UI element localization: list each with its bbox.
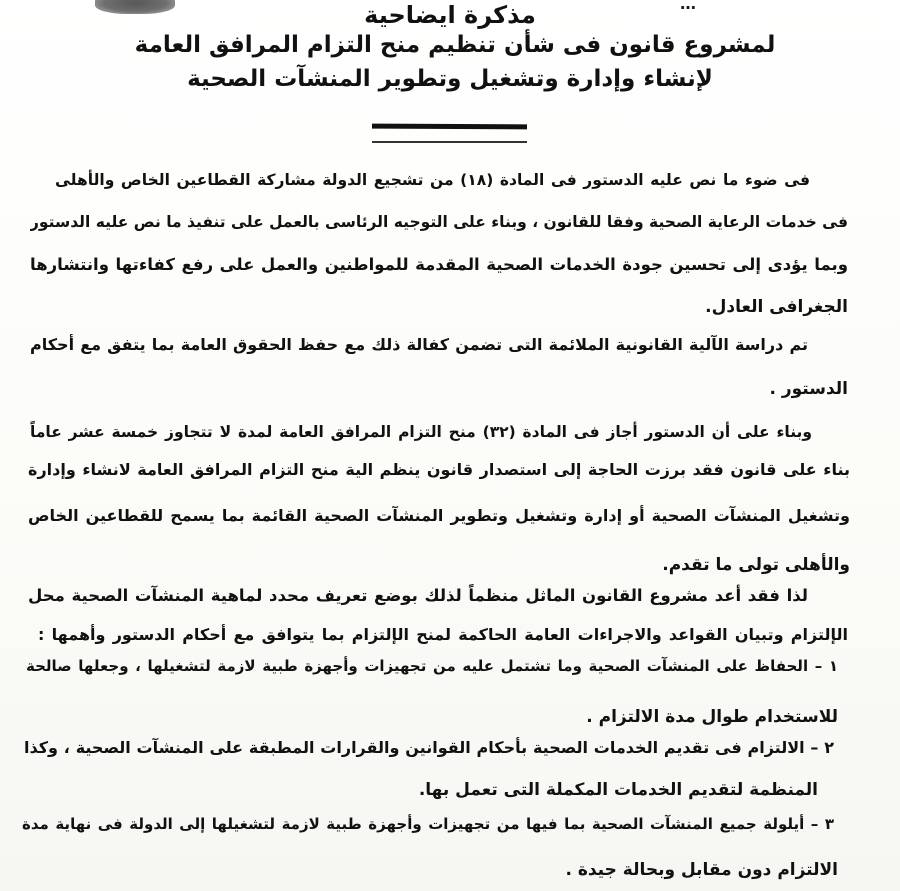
body-line: وبناء على أن الدستور أجاز فى المادة (٣٢) منح التزام المرافق العامة لمدة لا تتجاوز خمسة عشر عاماً (30, 423, 812, 441)
body-line: تم دراسة الآلية القانونية الملائمة التى تضمن كفالة ذلك مع حفظ الحقوق العامة بما يتفق مع أحكام (30, 335, 808, 354)
list-item-1-continued: للاستخدام طوال مدة الالتزام . (586, 707, 838, 727)
list-item-3-continued: الالتزام دون مقابل وبحالة جيدة . (565, 860, 838, 880)
document-subtitle-line-2: لإنشاء وإدارة وتشغيل وتطوير المنشآت الصحية (187, 66, 713, 92)
body-line: والأهلى تولى ما تقدم. (662, 555, 850, 575)
title-divider-thin (372, 141, 527, 143)
corner-mark: … (680, 0, 696, 13)
body-line: الدستور . (769, 379, 848, 399)
body-line: فى ضوء ما نص عليه الدستور فى المادة (١٨) من تشجيع الدولة مشاركة القطاعين الخاص والأهلى (55, 171, 810, 189)
body-line: فى خدمات الرعاية الصحية وفقا للقانون ، وبناء على التوجيه الرئاسى بالعمل على تنفيذ ما نص عليه الدستور (30, 213, 848, 231)
list-item-3: ٣ – أيلولة جميع المنشآت الصحية بما فيها من تجهيزات وأجهزة طبية لازمة لتشغيلها إلى الدولة فى نهاية مدة (22, 815, 834, 833)
list-item-1: ١ – الحفاظ على المنشآت الصحية وما تشتمل عليه من تجهيزات وأجهزة طبية لازمة لتشغيلها ، وجعلها صالحة (26, 657, 838, 675)
body-line: الإلتزام وتبيان القواعد والاجراءات العامة الحاكمة لمنح الإلتزام بما يتوافق مع أحكام الدستور وأهمها : (38, 625, 848, 644)
list-item-2: ٢ – الالتزام فى تقديم الخدمات الصحية بأحكام القوانين والقرارات المطبقة على المنشآت الصحية ، وكذا (24, 738, 834, 757)
document-title: مذكرة ايضاحية (364, 1, 536, 29)
body-line: وتشغيل المنشآت الصحية أو إدارة وتشغيل وتطوير المنشآت الصحية القائمة بما يسمح للقطاعين الخاص (28, 506, 850, 525)
document-subtitle-line-1: لمشروع قانون فى شأن تنظيم منح التزام المرافق العامة (134, 32, 776, 58)
body-line: بناء على قانون فقد برزت الحاجة إلى استصدار قانون ينظم الية منح التزام المرافق العامة لانشاء وإدارة (28, 460, 850, 479)
body-line: الجغرافى العادل. (705, 297, 848, 317)
body-line: وبما يؤدى إلى تحسين جودة الخدمات الصحية المقدمة للمواطنين والعمل على رفع كفاءتها وانتشارها (30, 255, 848, 274)
title-divider-thick (372, 124, 527, 130)
body-line: لذا فقد أعد مشروع القانون الماثل منظماً لذلك بوضع تعريف محدد لماهية المنشآت الصحية محل (28, 586, 808, 605)
list-item-2-continued: المنظمة لتقديم الخدمات المكملة التى تعمل بها. (418, 780, 818, 800)
